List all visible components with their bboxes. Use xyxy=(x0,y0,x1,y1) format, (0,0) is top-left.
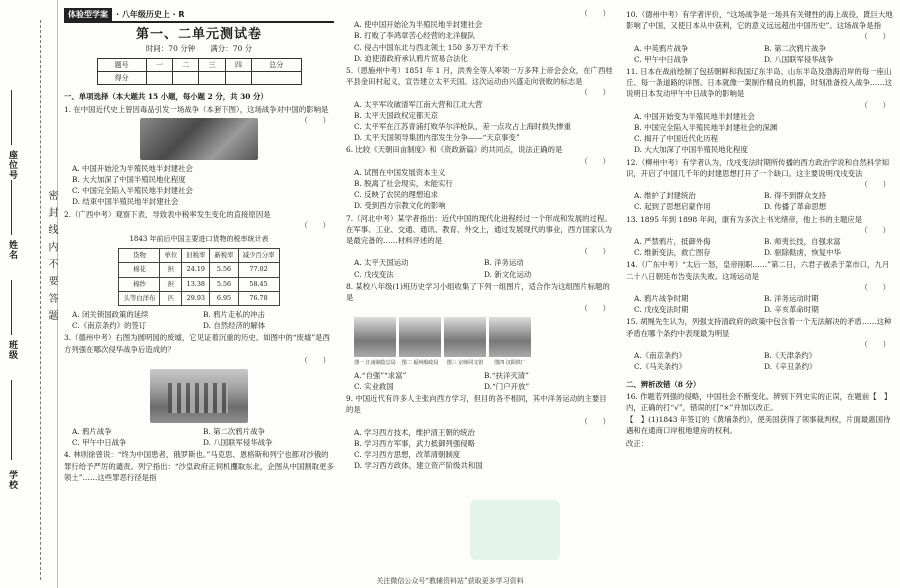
score-header-cell: 三 xyxy=(199,59,225,72)
question-stem: 9. 中国近代有许多人主张向西方学习，但目的各不相同，其中洋务运动的主要目的是 xyxy=(346,394,607,415)
option[interactable]: C. 甲午中日战争 xyxy=(634,54,689,64)
option[interactable]: A. 严禁鸦片，抵御外侮 xyxy=(634,237,711,247)
option[interactable]: A. 鸦片战争 xyxy=(72,427,112,437)
option[interactable]: C.《马关条约》 xyxy=(634,362,687,372)
answer-paren[interactable]: （ ） xyxy=(580,247,610,257)
option[interactable]: B. 打败了李鸿章苦心经营的北洋舰队 xyxy=(354,31,475,41)
column-left xyxy=(64,8,334,482)
tax-cell: 担 xyxy=(160,263,182,277)
question-stem: 14.（广东中考）“太后一怒，皇帝削职……”第二日，六君子被杀于菜市口，九月二十八日朝廷布告变法失败。这场运动是 xyxy=(626,260,890,281)
photo-caption: 图二 福州船政局 xyxy=(401,360,439,367)
option[interactable]: D. 八国联军侵华战争 xyxy=(203,438,273,448)
answer-paren[interactable]: （ ） xyxy=(860,225,890,235)
tax-cell: 棉花 xyxy=(119,263,160,277)
question-7 xyxy=(346,213,614,280)
question-stem: 10.（德州中考）有学者评价，“这场战争是一场具有关键性的海上战役，既巨大地影响了中国，又使日本从中获利，它的意义远远超出中国历史”。这场战争是指 xyxy=(626,10,893,31)
option[interactable]: D. 大大加深了中国半殖民地化程度 xyxy=(634,145,748,155)
school-field-line[interactable] xyxy=(11,380,12,460)
question-6 xyxy=(346,144,614,211)
tax-header-cell: 旧税率 xyxy=(182,249,210,263)
tax-cell: 头等白洋布 xyxy=(119,291,160,305)
question-stem: 15. 胡绳先生认为，列强支持清政府的政策中包含着一个无法解决的矛盾……这种矛盾在哪个条约中表现最为明显 xyxy=(626,317,892,338)
question-1 xyxy=(64,104,334,208)
option[interactable]: A. 使中国开始沦为半殖民地半封建社会 xyxy=(354,20,483,30)
tax-cell: 77.02 xyxy=(238,263,279,277)
option[interactable]: C. 中国完全陷入半殖民地半封建社会 xyxy=(72,186,193,196)
answer-paren[interactable]: （ ） xyxy=(860,32,890,42)
name-field-label: 姓名 xyxy=(7,240,17,260)
question-9 xyxy=(346,393,614,471)
option[interactable]: A. 鸦片战争时期 xyxy=(634,294,689,304)
option[interactable]: C. 甲午中日战争 xyxy=(72,438,127,448)
option[interactable]: B. 鸦片走私的冲击 xyxy=(203,310,265,320)
tax-cell: 24.19 xyxy=(182,263,210,277)
tax-cell: 29.93 xyxy=(182,291,210,305)
grade-label: · 八年级历史上 · R xyxy=(116,9,185,19)
option[interactable]: A.“自强”“求富” xyxy=(354,370,407,380)
school-photo xyxy=(444,317,486,357)
answer-paren[interactable]: （ ） xyxy=(300,355,330,365)
option[interactable]: C. 起到了思想启蒙作用 xyxy=(634,202,711,212)
class-field-line[interactable] xyxy=(11,280,12,335)
option[interactable]: A. 学习西方技术，维护清王朝的统治 xyxy=(354,427,475,437)
question-5 xyxy=(346,65,614,143)
tax-cell: 6.95 xyxy=(210,291,238,305)
option[interactable]: D. 学习西方政体，建立资产阶级共和国 xyxy=(354,461,483,471)
option[interactable]: D. 传播了革命思想 xyxy=(764,202,827,212)
question-10 xyxy=(626,9,894,65)
option[interactable]: A. 中国开始变为半殖民地半封建社会 xyxy=(634,111,755,121)
shipyard-photo xyxy=(399,317,441,357)
option[interactable]: B. 学习西方军事，武力抵御列强侵略 xyxy=(354,438,475,448)
option[interactable]: D. 迫使清政府承认鸦片贸易合法化 xyxy=(354,53,468,63)
question-stem: 5.（恩施州中考）1851 年 1 月，洪秀全等人率领一万多拜上帝会会众，在广西桂平县金田村起义，宣告建立太平天国。这次运动由兴盛走向衰败的标志是 xyxy=(346,66,613,87)
tax-cell: 5.56 xyxy=(210,263,238,277)
question-4-stem: 4. 林则徐曾说：“终为中国患者，俄罗斯也。”马克思、恩格斯和列宁也都对沙俄的罪行给予严厉的谴责。列宁指出：“沙皇政府正伺机攫取东北，企图从中国割取更多领土”……这些罪恶行径是指 xyxy=(64,450,334,482)
tax-cell: 匹 xyxy=(160,291,182,305)
answer-paren[interactable]: （ ） xyxy=(860,282,890,292)
tax-header-cell: 减少百分率 xyxy=(238,249,279,263)
photo-caption: 图四 汉阳铁厂 xyxy=(494,360,526,367)
option[interactable]: B. 脱离了社会现实，未能实行 xyxy=(354,179,453,189)
section-heading: 一、单项选择（本大题共 15 小题，每小题 2 分，共 30 分） xyxy=(64,92,268,102)
option[interactable]: C. 学习西方思想，改革清朝制度 xyxy=(354,450,461,460)
correction-line[interactable]: 改正： xyxy=(626,438,649,448)
option[interactable]: B.《天津条约》 xyxy=(764,351,817,361)
question-stem: 6. 比较《天朝田亩制度》和《资政新篇》的共同点，说法正确的是 xyxy=(346,145,563,155)
answer-paren[interactable]: （ ） xyxy=(860,180,890,190)
photo-caption: 图三 京师同文馆 xyxy=(446,360,484,367)
option[interactable]: C. 反映了农民的理想追求 xyxy=(354,190,438,200)
question-stem: 8. 某校八年级(1)班历史学习小组收集了下列一组图片，适合作为这组图片标题的是 xyxy=(346,281,610,303)
tax-header-cell: 单位 xyxy=(160,249,182,263)
column-middle xyxy=(346,8,614,472)
tax-cell: 76.78 xyxy=(238,291,279,305)
answer-paren[interactable]: （ ） xyxy=(860,339,890,349)
option[interactable]: C. 侵占中国东北与西北领土 150 多万平方千米 xyxy=(354,42,509,52)
option[interactable]: C. 戊戌变法时期 xyxy=(634,305,689,315)
school-field-label: 学校 xyxy=(7,470,17,490)
brand-logo: 体验型学案 xyxy=(64,8,112,21)
question-14 xyxy=(626,259,894,315)
score-cell[interactable] xyxy=(252,72,301,85)
exam-meta: 时间：70 分钟 满分：70 分 xyxy=(145,44,253,54)
photo-strip xyxy=(354,317,614,357)
option[interactable]: B. 洋务运动时期 xyxy=(764,294,819,304)
option[interactable]: C.《南京条约》的签订 xyxy=(72,321,147,331)
option[interactable]: D. 八国联军侵华战争 xyxy=(764,54,834,64)
question-12 xyxy=(626,157,894,213)
answer-paren[interactable]: （ ） xyxy=(580,156,610,166)
option[interactable]: C. 太平军在江苏青浦打败华尔洋枪队，差一点攻占上海时损失惨重 xyxy=(354,122,572,132)
footer-note: 关注微信公众号“教辅资料站”获取更多学习资料 xyxy=(376,577,524,585)
option[interactable]: A. 中英鸦片战争 xyxy=(634,43,689,53)
question-stem: 11. 日本在战前绘制了包括朝鲜和我国辽东半岛、山东半岛及渤海沿岸的每一座山丘、每一条道路的详图。日本就像一架制作精良的机器，时刻准备投入战争……这说明日本发动甲午中日战争的影响是 xyxy=(626,67,893,99)
column-right xyxy=(626,8,894,449)
option[interactable]: A. 太平军攻破清军江南大营和江北大营 xyxy=(354,99,483,109)
table-row xyxy=(119,277,279,291)
seat-field-line[interactable] xyxy=(11,90,12,145)
option[interactable]: B. 中国完全陷入半殖民地半封建社会的深渊 xyxy=(634,123,778,133)
score-row-label: 得分 xyxy=(97,72,146,85)
question-stem: 13. 1895 年到 1898 年间，康有为多次上书光绪帝，他上书的主题应是 xyxy=(626,214,863,224)
tax-cell: 担 xyxy=(160,277,182,291)
question-16 xyxy=(626,391,894,449)
tax-cell: 棉纱 xyxy=(119,277,160,291)
option[interactable]: B. 第二次鸦片战争 xyxy=(764,43,826,53)
question-stem: 2.（广西中考）观察下表，导致表中税率发生变化的直接原因是 xyxy=(64,209,271,219)
watermark-shape xyxy=(470,500,560,560)
tax-cell: 5.56 xyxy=(210,277,238,291)
score-cell[interactable] xyxy=(199,72,225,85)
score-cell[interactable] xyxy=(173,72,199,85)
option[interactable]: C. 维新变法，救亡图存 xyxy=(634,248,711,258)
seat-field-label: 座位号 xyxy=(7,150,17,180)
option[interactable]: A. 试图在中国发展资本主义 xyxy=(354,167,446,177)
ruins-image xyxy=(150,369,248,423)
section-heading: 二、辨析改错（8 分） xyxy=(626,379,701,389)
tax-cell: 13.38 xyxy=(182,277,210,291)
question-stem: 12.（柳州中考）有学者认为，戊戌变法时期所传播的西方政治学说和自然科学知识，开启了中国几千年的封建思想打开了一个缺口。这主要说明戊戌变法 xyxy=(626,157,890,178)
answer-paren[interactable]: （ ） xyxy=(580,9,610,18)
score-header-cell: 四 xyxy=(225,59,251,72)
score-cell[interactable] xyxy=(146,72,172,85)
judgement-item[interactable]: 【 】(1)1843 年签订的《黄埔条约》，使美国获得了领事裁判权，片面最惠国待遇和在通商口岸租地建房的权利。 xyxy=(626,415,891,436)
option[interactable]: A. 闭关锁国政策的延续 xyxy=(72,310,149,320)
answer-paren[interactable]: （ ） xyxy=(300,115,330,125)
option[interactable]: D.《辛丑条约》 xyxy=(764,362,817,372)
question-4-cont xyxy=(346,8,614,64)
question-stem: 3.（德州中考）右图为圆明园的废墟，它见证着沉重的历史。如图中的“废墟”是西方列强在哪次侵华战争后造成的？ xyxy=(64,333,330,354)
question-13 xyxy=(626,214,894,259)
option[interactable]: D. 驱除鞑虏，恢复中华 xyxy=(764,248,841,258)
score-cell[interactable] xyxy=(225,72,251,85)
option[interactable]: B. 洋务运动 xyxy=(484,258,524,268)
seal-line xyxy=(40,20,41,580)
tax-table xyxy=(118,248,279,306)
question-stem: 1. 在中国近代史上曾因毒品引发一场战争（本套下图），这场战争对中国的影响是 xyxy=(64,104,329,114)
question-2 xyxy=(64,209,334,332)
name-field-line[interactable] xyxy=(11,180,12,235)
tax-header-cell: 新税率 xyxy=(210,249,238,263)
option[interactable]: B. 师夷长技，自强求富 xyxy=(764,237,841,247)
exam-title: 第一、二单元测试卷 xyxy=(135,27,262,42)
option[interactable]: D.“门户开放” xyxy=(484,381,530,391)
binding-margin xyxy=(0,0,58,588)
answer-paren[interactable]: （ ） xyxy=(860,100,890,110)
arsenal-photo xyxy=(354,317,396,357)
answer-paren[interactable]: （ ） xyxy=(580,88,610,98)
score-header-cell: 题号 xyxy=(97,59,146,72)
class-field-label: 班级 xyxy=(7,340,17,360)
score-header-cell: 二 xyxy=(173,59,199,72)
option[interactable]: C. 揭开了中国近代化历程 xyxy=(634,134,718,144)
answer-paren[interactable]: （ ） xyxy=(580,416,610,426)
option[interactable]: B. 太平天国政权定都天京 xyxy=(354,110,439,120)
score-header-cell: 总分 xyxy=(252,59,301,72)
option[interactable]: B. 第二次鸦片战争 xyxy=(203,427,265,437)
war-relief-image xyxy=(140,118,258,160)
option[interactable]: B.“扶洋灭清” xyxy=(484,370,529,380)
photo-caption: 图一 江南制造总局 xyxy=(354,360,396,367)
score-header-cell: 一 xyxy=(146,59,172,72)
ironworks-photo xyxy=(489,317,531,357)
option[interactable]: A. 中国开始沦为半殖民地半封建社会 xyxy=(72,163,193,173)
question-15 xyxy=(626,316,894,372)
tax-cell: 58.45 xyxy=(238,277,279,291)
answer-paren[interactable]: （ ） xyxy=(300,220,330,230)
photo-captions xyxy=(354,358,614,369)
question-stem: 7.（河北中考）某学者指出：近代中国的现代化进程经过一个形成和发展的过程。在军事、工业、交通、通讯、教育、外交上，通过发展现代的事业，西方国家认为是最完备的……材料评述的是 xyxy=(346,213,613,246)
question-8 xyxy=(346,281,614,392)
option[interactable]: D. 结束中国半殖民地半封建社会 xyxy=(72,197,179,207)
brand-bar xyxy=(64,8,334,23)
question-stem: 16. 作题若列强的侵略，中国社会不断变化。辨别下列史实的正误，在题前【 】内，正确的打“√”，错误的打“×”并加以改正。 xyxy=(626,391,892,412)
table-row xyxy=(119,291,279,305)
score-table xyxy=(97,58,302,85)
option[interactable]: A.《南京条约》 xyxy=(634,351,687,361)
option[interactable]: B. 大大加深了中国半殖民地化程度 xyxy=(72,175,186,185)
option[interactable]: D. 受到西方宗教文化的影响 xyxy=(354,201,446,211)
option[interactable]: A. 维护了封建统治 xyxy=(634,191,696,201)
option[interactable]: D. 辛亥革命时期 xyxy=(764,305,819,315)
option[interactable]: C. 戊戌变法 xyxy=(354,269,394,279)
option[interactable]: D. 自然经济的解体 xyxy=(203,321,266,331)
question-3 xyxy=(64,332,334,448)
table-row xyxy=(119,263,279,277)
option[interactable]: D. 新文化运动 xyxy=(484,269,532,279)
tax-table-title: 1843 年前后中国主要进口货物的税率统计表 xyxy=(129,235,269,244)
option[interactable]: B. 得不到群众支持 xyxy=(764,191,826,201)
tax-header-cell: 货物 xyxy=(119,249,160,263)
option[interactable]: D. 太平天国领导集团内部发生分争——“天京事变” xyxy=(354,133,520,143)
answer-paren[interactable]: （ ） xyxy=(580,304,610,314)
option[interactable]: A. 太平天国运动 xyxy=(354,258,409,268)
question-11 xyxy=(626,66,894,156)
seal-notice: 密 封 线 内 不 要 答 题 xyxy=(46,190,57,323)
option[interactable]: C. 实业救国 xyxy=(354,381,394,391)
